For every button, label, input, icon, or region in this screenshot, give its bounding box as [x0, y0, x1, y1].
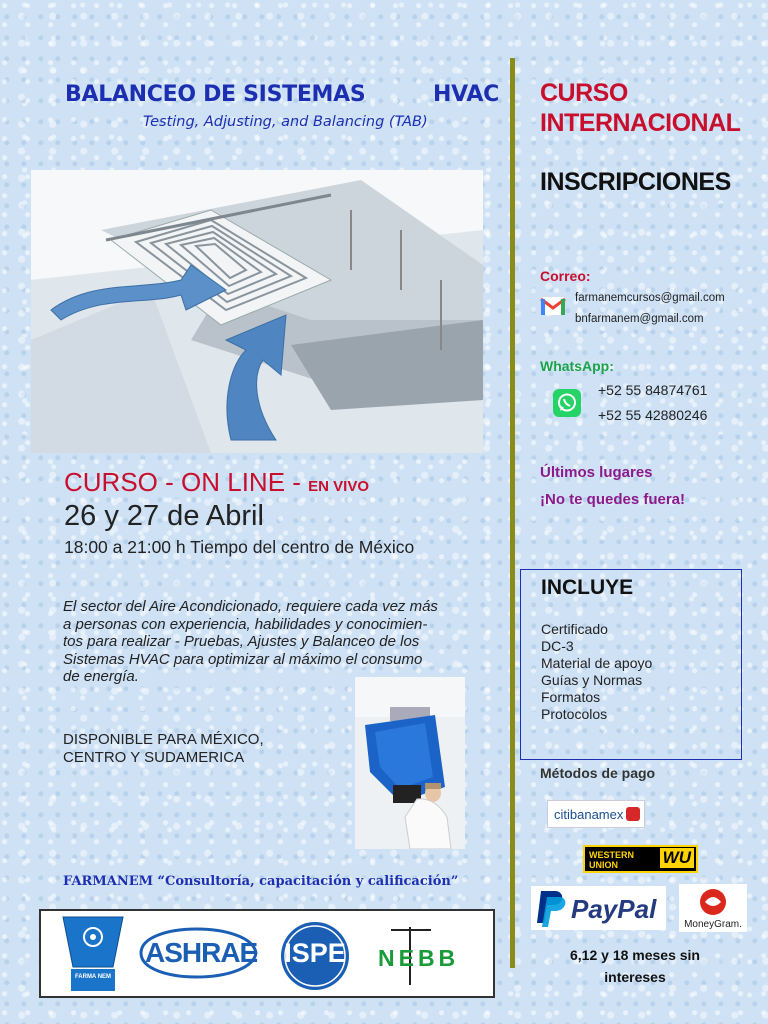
farmanem-logo-text: FARMA NEM	[74, 974, 112, 980]
course-description	[63, 598, 505, 686]
ashrae-logo-text: ASHRAE	[145, 937, 258, 968]
email-link-2[interactable]: bnfarmanem@gmail.com	[575, 313, 704, 325]
ci-line: INTERNACIONAL	[540, 109, 741, 137]
title-hvac: HVAC	[433, 82, 499, 107]
live-label: EN VIVO	[308, 478, 370, 495]
course-format	[64, 467, 369, 498]
course-label: CURSO	[64, 467, 158, 497]
citibanamex-text: citibanamex	[554, 807, 624, 822]
availability-line: DISPONIBLE PARA MÉXICO,	[63, 731, 264, 748]
course-time: 18:00 a 21:00 h Tiempo del centro de México	[64, 537, 415, 557]
title-text: BALANCEO DE SISTEMAS	[65, 82, 366, 107]
paypal-text: PayPal	[571, 894, 657, 924]
phone-link-1[interactable]: +52 55 84874761	[598, 382, 708, 398]
registration-heading: INSCRIPCIONES	[540, 168, 731, 196]
includes-item: Certificado	[541, 621, 608, 637]
includes-item: Guías y Normas	[541, 672, 643, 688]
includes-item: Protocolos	[541, 706, 608, 722]
email-label: Correo:	[540, 268, 591, 284]
hvac-diffuser-illustration	[31, 170, 483, 453]
payment-methods-label: Métodos de pago	[540, 765, 656, 781]
affiliations-logo-strip	[39, 909, 495, 998]
international-course-heading	[540, 78, 740, 138]
availability-line: CENTRO Y SUDAMERICA	[63, 749, 245, 766]
description-line: a personas con experiencia, habilidades y conocimien-	[63, 615, 428, 633]
availability-text	[63, 731, 343, 767]
course-title	[65, 82, 505, 107]
paypal-icon	[535, 889, 569, 929]
phone-link-2[interactable]: +52 55 42880246	[598, 407, 708, 423]
course-subtitle: Testing, Adjusting, and Balancing (TAB)	[143, 114, 428, 130]
installments-line: 6,12 y 18 meses sin	[570, 947, 700, 963]
moneygram-text: MoneyGram.	[684, 919, 742, 930]
whatsapp-label: WhatsApp:	[540, 358, 614, 374]
ci-line: CURSO	[540, 79, 628, 107]
citibanamex-logo	[547, 800, 645, 828]
description-line: de energía.	[63, 668, 139, 685]
citibanamex-mark	[626, 807, 640, 821]
nebb-logo-text: NEBB	[378, 945, 460, 971]
ispe-logo-text: ISPE	[284, 938, 346, 968]
western-union-text: WESTERN UNION	[589, 850, 634, 870]
email-link-1[interactable]: farmanemcursos@gmail.com	[575, 292, 725, 304]
includes-item: Formatos	[541, 689, 601, 705]
urgency-text	[540, 459, 685, 513]
installments-note	[545, 944, 725, 988]
description-line: tos para realizar - Pruebas, Ajustes y Balanceo de los	[63, 633, 420, 650]
includes-item: DC-3	[541, 638, 574, 654]
course-dates: 26 y 27 de Abril	[64, 500, 264, 532]
western-union-logo	[583, 845, 698, 873]
last-spots: Últimos lugares	[540, 464, 653, 481]
flow-hood-photo	[355, 677, 465, 849]
installments-line: intereses	[604, 969, 666, 985]
includes-list	[541, 621, 652, 723]
includes-item: Material de apoyo	[541, 655, 653, 671]
online-label: - ON LINE -	[165, 467, 301, 497]
includes-box	[520, 569, 742, 760]
gmail-icon	[540, 295, 566, 317]
paypal-logo	[531, 886, 666, 930]
moneygram-logo	[679, 884, 747, 932]
description-line: Sistemas HVAC para optimizar al máximo el consumo	[63, 650, 423, 668]
includes-title: INCLUYE	[541, 576, 634, 599]
dont-miss-out: ¡No te quedes fuera!	[540, 491, 686, 508]
description-line: El sector del Aire Acondicionado, requiere cada vez más	[63, 598, 438, 615]
western-union-mark: WU	[660, 848, 694, 868]
column-divider	[510, 58, 515, 968]
whatsapp-icon	[553, 389, 581, 417]
company-tagline: FARMANEM “Consultoría, capacitación y calificación”	[63, 874, 459, 889]
